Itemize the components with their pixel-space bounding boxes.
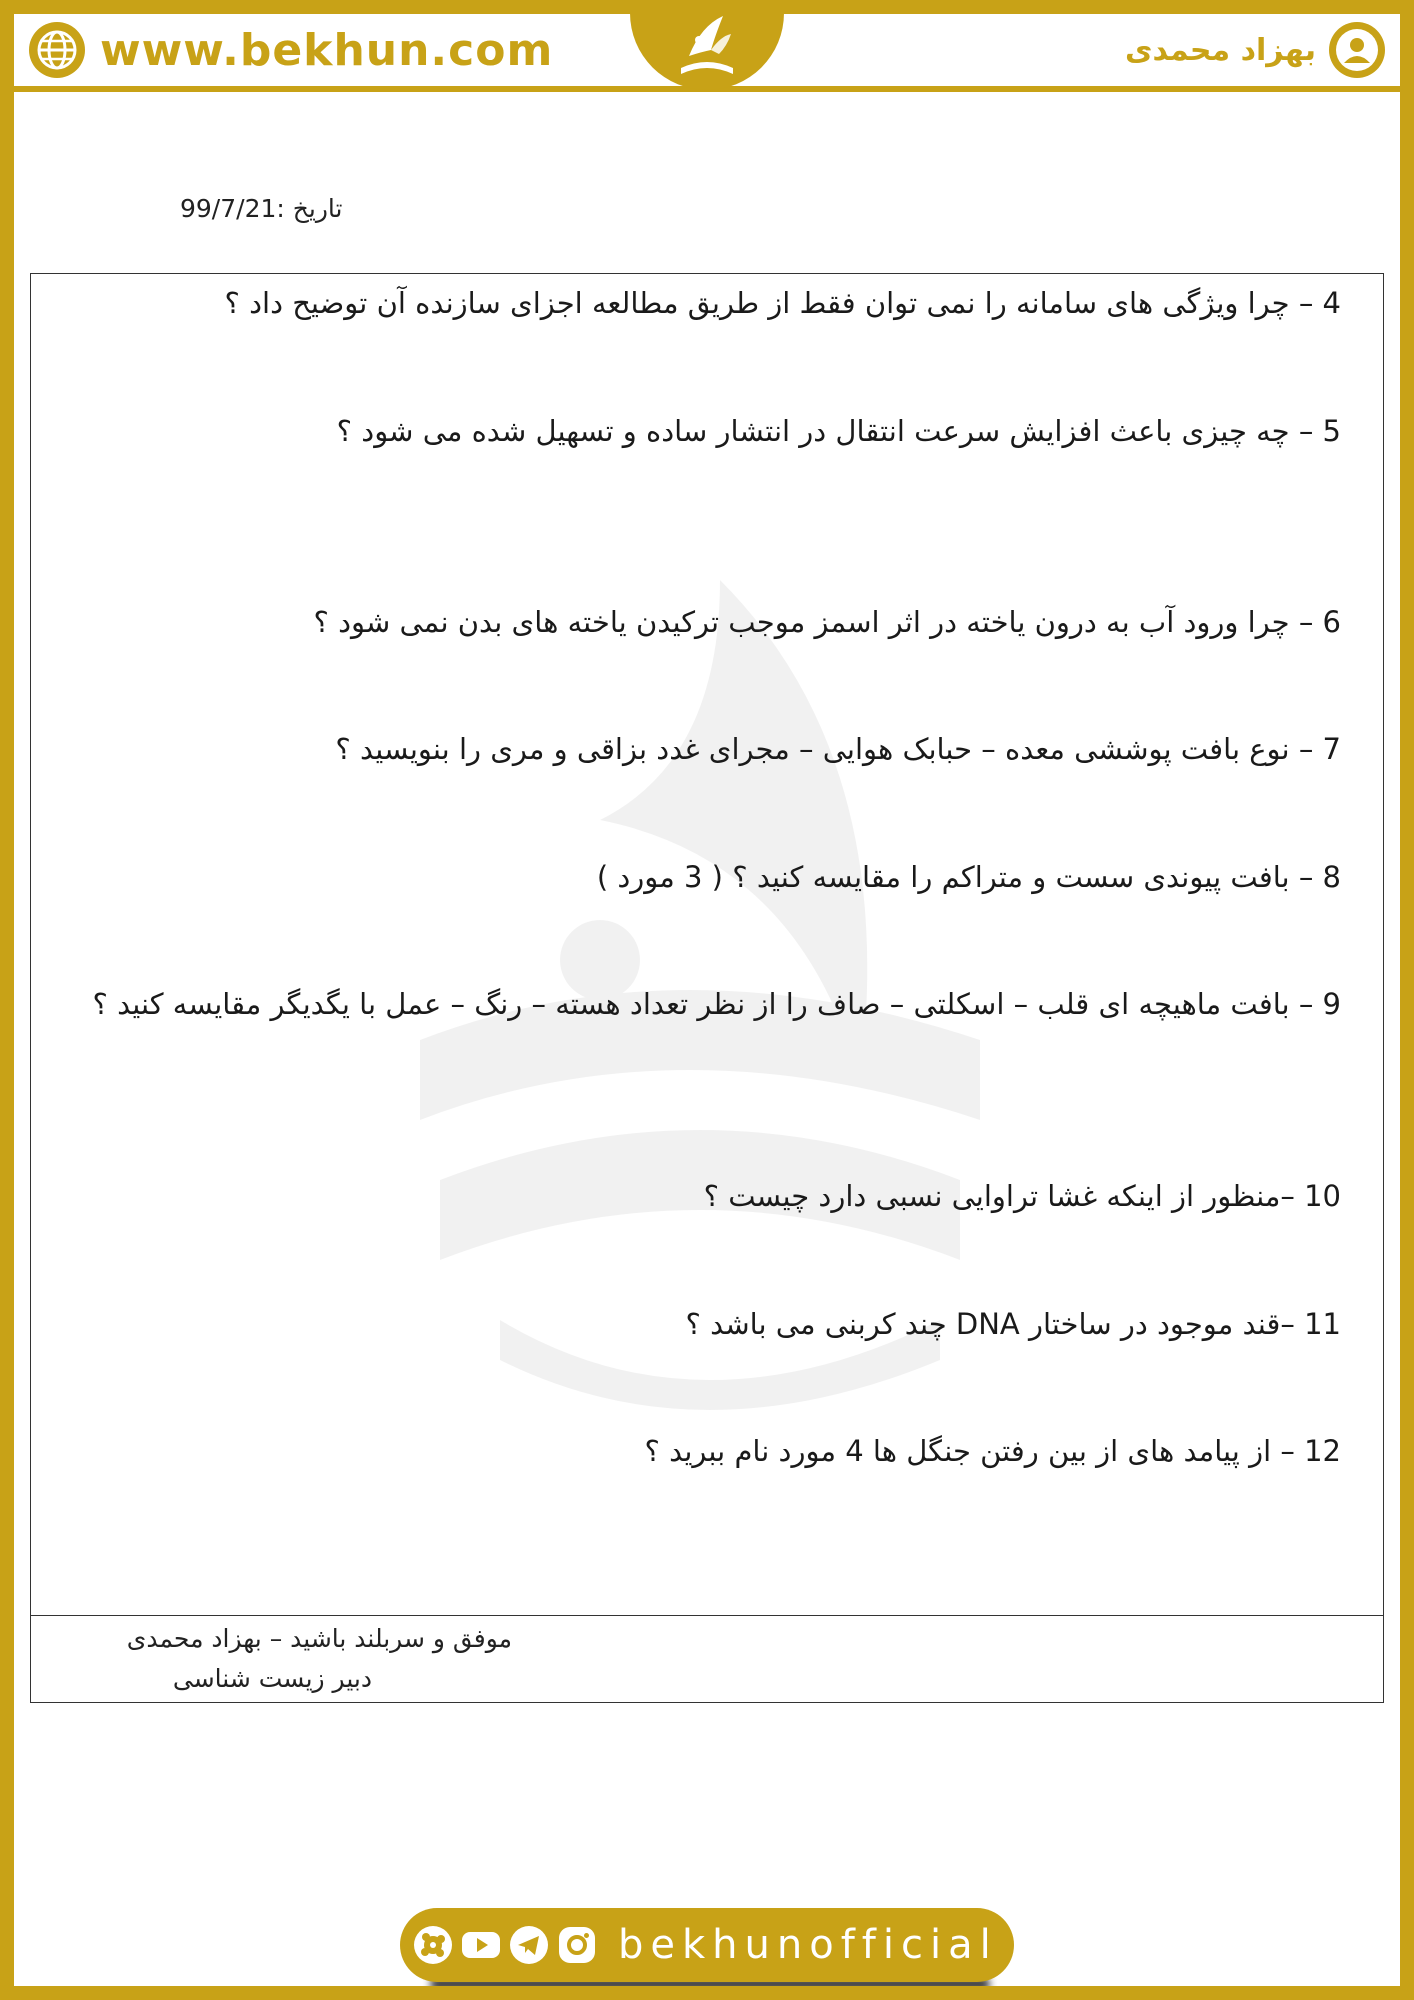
aparat-icon[interactable] [412,1924,454,1966]
teacher-role: دبیر زیست شناسی [172,1664,372,1693]
author-name: بهزاد محمدی [1125,32,1316,68]
user-avatar-icon [1328,21,1386,79]
question-9: 9 – بافت ماهیچه ای قلب – اسکلتی – صاف را از نظر تعداد هسته – رنگ – عمل با یگدیگر مقایسه کنید ؟ [92,987,1341,1021]
globe-icon [28,21,86,79]
social-bar [400,1908,1014,1982]
date-value: 99/7/21 [180,194,277,223]
site-link[interactable] [28,20,553,80]
youtube-icon[interactable] [460,1924,502,1966]
question-7: 7 – نوع بافت پوششی معده – حبابک هوایی – مجرای غدد بزاقی و مری را بنویسید ؟ [335,732,1341,766]
question-8: 8 – بافت پیوندی سست و متراکم را مقایسه کنید ؟ ( 3 مورد ) [596,860,1341,894]
bekhun-logo-icon [661,6,753,84]
date-label: تاریخ : [276,194,343,223]
closing-wish: موفق و سربلند باشید – بهزاد محمدی [126,1624,512,1653]
telegram-icon[interactable] [508,1924,550,1966]
questions-box [30,273,1384,1703]
question-11: 11 –قند موجود در ساختار DNA چند کربنی می باشد ؟ [685,1307,1341,1341]
author-badge [1125,20,1386,80]
question-6: 6 – چرا ورود آب به درون یاخته در اثر اسمز موجب ترکیدن یاخته های بدن نمی شود ؟ [313,605,1341,639]
exam-date [180,194,343,223]
social-handle[interactable]: bekhunofficial [618,1922,998,1968]
question-12: 12 – از پیامد های از بین رفتن جنگل ها 4 مورد نام ببرید ؟ [644,1434,1341,1468]
signature-box [30,1615,1384,1703]
question-4: 4 – چرا ویژگی های سامانه را نمی توان فقط از طریق مطالعه اجزای سازنده آن توضیح داد ؟ [224,286,1341,320]
question-5: 5 – چه چیزی باعث افزایش سرعت انتقال در انتشار ساده و تسهیل شده می شود ؟ [336,414,1341,448]
instagram-icon[interactable] [556,1924,598,1966]
site-url[interactable]: www.bekhun.com [100,24,554,76]
question-10: 10 –منظور از اینکه غشا تراوایی نسبی دارد چیست ؟ [703,1179,1341,1213]
